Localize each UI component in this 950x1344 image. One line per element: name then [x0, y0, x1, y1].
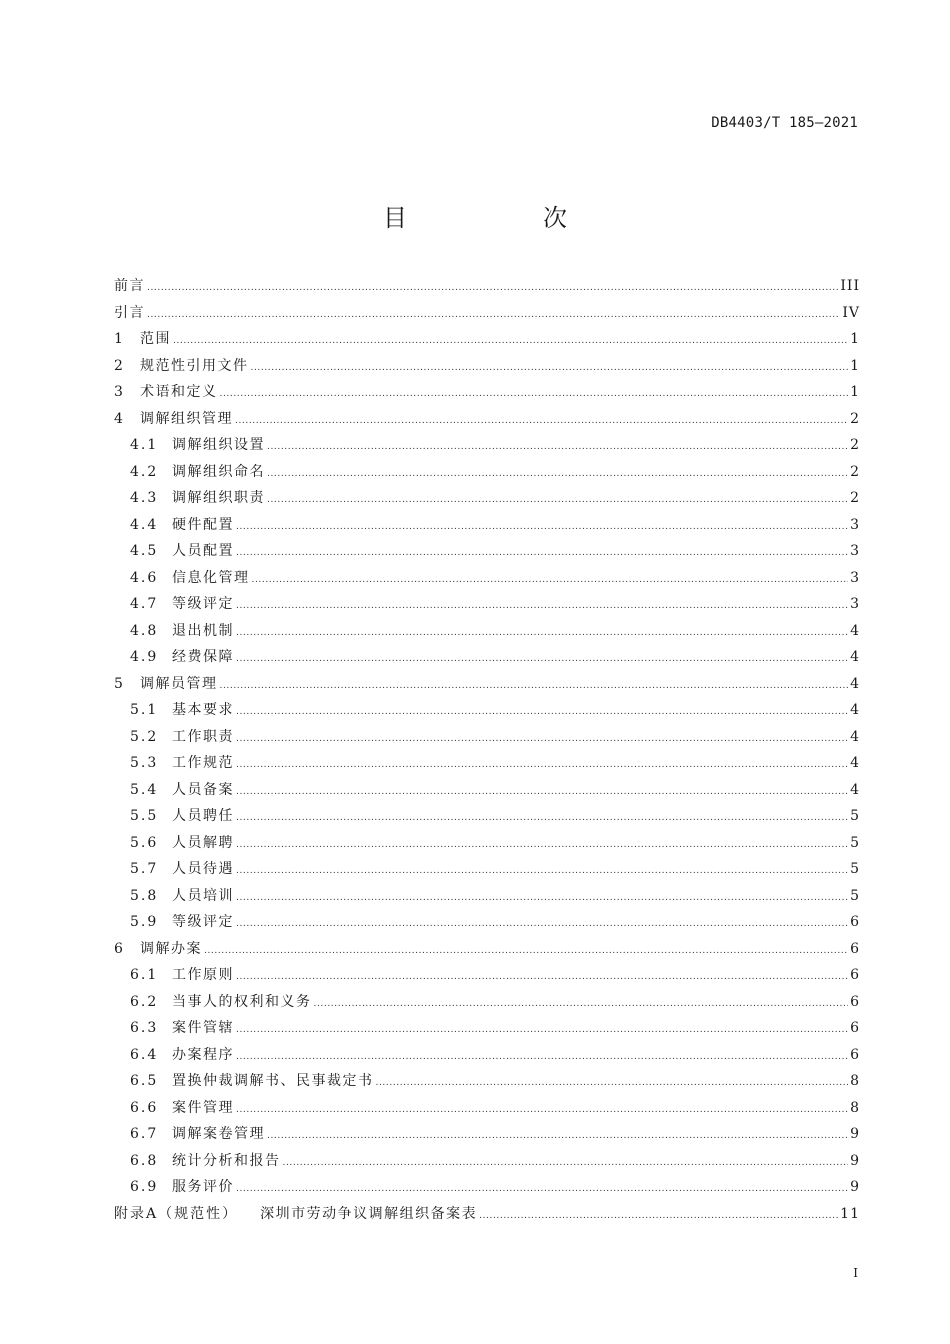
toc-entry[interactable]	[114, 858, 860, 885]
toc-leader-dots	[236, 893, 848, 903]
toc-entry[interactable]	[114, 514, 860, 541]
toc-leader-dots	[147, 310, 840, 320]
toc-entry-page: 1	[850, 357, 860, 374]
toc-leader-dots	[236, 972, 848, 982]
toc-leader-dots	[236, 548, 848, 558]
toc-leader-dots	[236, 840, 848, 850]
toc-entry-title: 调解组织设置	[172, 437, 265, 453]
toc-entry-page: 3	[850, 516, 860, 533]
toc-entry-page: 6	[850, 940, 860, 957]
toc-entry[interactable]	[114, 1123, 860, 1150]
toc-entry[interactable]	[114, 302, 860, 329]
toc-entry-title: 工作原则	[172, 967, 234, 983]
toc-entry-title: 规范性引用文件	[140, 357, 249, 374]
toc-entry-title: 服务评价	[172, 1179, 234, 1195]
toc-entry[interactable]	[114, 487, 860, 514]
toc-entry-page: 2	[850, 437, 860, 453]
toc-entry[interactable]	[114, 673, 860, 700]
toc-entry-page: 8	[850, 1073, 860, 1089]
toc-entry-number: 4.1	[130, 437, 159, 453]
toc-leader-dots	[236, 760, 848, 770]
toc-entry[interactable]	[114, 275, 860, 302]
toc-entry-title: 深圳市劳动争议调解组织备案表	[260, 1205, 478, 1222]
toc-entry-page: 4	[850, 728, 860, 745]
page-number: I	[853, 1266, 858, 1280]
toc-entry[interactable]	[114, 355, 860, 382]
toc-entry-page: 5	[850, 808, 860, 824]
toc-entry-page: 9	[850, 1152, 860, 1169]
toc-leader-dots	[267, 495, 848, 505]
toc-entry-title: 退出机制	[172, 622, 234, 639]
toc-entry-number: 1	[114, 331, 125, 347]
toc-entry[interactable]	[114, 805, 860, 832]
toc-entry-number: 5.4	[130, 781, 159, 798]
toc-entry[interactable]	[114, 1203, 860, 1230]
toc-entry-number: 5	[114, 675, 125, 692]
doc-code: DB4403/T 185—2021	[711, 115, 858, 131]
toc-leader-dots	[236, 734, 848, 744]
toc-entry[interactable]	[114, 1176, 860, 1203]
toc-entry-number: 6.4	[130, 1046, 159, 1063]
toc-entry-number: 5.2	[130, 728, 159, 745]
toc-entry-page: 9	[850, 1126, 860, 1142]
toc-entry-number: 6.2	[130, 993, 159, 1010]
toc-entry[interactable]	[114, 699, 860, 726]
toc-entry[interactable]	[114, 461, 860, 488]
toc-entry-title: 等级评定	[172, 596, 234, 612]
toc-entry-title: 调解组织管理	[140, 410, 233, 427]
toc-entry-number: 5.7	[130, 861, 159, 877]
toc-entry-title: 调解案卷管理	[172, 1126, 265, 1142]
toc-entry-page: 3	[850, 596, 860, 612]
toc-entry-number: 6.7	[130, 1126, 159, 1142]
toc-entry-page: 2	[850, 410, 860, 427]
toc-entry-number: 6.5	[130, 1073, 159, 1089]
toc-entry-number: 4.2	[130, 463, 159, 480]
toc-entry-page: 4	[850, 781, 860, 798]
toc-entry-title: 人员备案	[172, 781, 234, 798]
toc-entry-title: 人员培训	[172, 887, 234, 904]
toc-entry-page: 6	[850, 1046, 860, 1063]
toc-entry[interactable]	[114, 885, 860, 912]
toc-entry[interactable]	[114, 779, 860, 806]
toc-leader-dots	[236, 654, 848, 664]
table-of-contents	[114, 275, 860, 1229]
toc-entry-number: 4.6	[130, 569, 159, 586]
toc-entry[interactable]	[114, 620, 860, 647]
toc-entry-title: 人员解聘	[172, 834, 234, 851]
toc-entry-page: 4	[850, 675, 860, 692]
toc-entry-page: 9	[850, 1179, 860, 1195]
toc-entry-title: 调解组织职责	[172, 490, 265, 506]
toc-entry-number: 2	[114, 357, 125, 374]
toc-entry-page: 5	[850, 861, 860, 877]
toc-entry[interactable]	[114, 567, 860, 594]
toc-leader-dots	[267, 1131, 848, 1141]
toc-entry-page: 6	[850, 993, 860, 1010]
toc-entry-title: 置换仲裁调解书、民事裁定书	[172, 1073, 374, 1089]
toc-leader-dots	[236, 1105, 848, 1115]
toc-entry-title: 调解员管理	[140, 675, 218, 692]
toc-entry-title: 工作职责	[172, 728, 234, 745]
toc-entry-number: 4.8	[130, 622, 159, 639]
toc-entry[interactable]	[114, 911, 860, 938]
toc-leader-dots	[236, 813, 848, 823]
toc-entry[interactable]	[114, 991, 860, 1018]
toc-entry-number: 6	[114, 940, 125, 957]
toc-entry-page: 4	[850, 755, 860, 771]
toc-entry-page: 5	[850, 887, 860, 904]
toc-entry-title: 工作规范	[172, 755, 234, 771]
toc-entry[interactable]	[114, 964, 860, 991]
toc-entry-number: 5.8	[130, 887, 159, 904]
toc-entry-title: 信息化管理	[172, 569, 250, 586]
toc-entry-number: 6.3	[130, 1020, 159, 1036]
toc-entry-number: 4.5	[130, 543, 159, 559]
toc-entry-page: 11	[840, 1205, 860, 1222]
toc-entry-page: 2	[850, 463, 860, 480]
toc-entry-page: IV	[842, 304, 860, 321]
toc-entry-title: 案件管辖	[172, 1020, 234, 1036]
toc-leader-dots	[236, 1025, 848, 1035]
toc-leader-dots	[235, 416, 848, 426]
toc-entry-number: 5.9	[130, 914, 159, 930]
toc-entry-title: 术语和定义	[140, 384, 218, 400]
toc-entry-page: 6	[850, 914, 860, 930]
toc-leader-dots	[204, 946, 848, 956]
toc-leader-dots	[220, 681, 849, 691]
toc-leader-dots	[220, 389, 849, 399]
toc-leader-dots	[236, 919, 848, 929]
toc-entry-title: 经费保障	[172, 649, 234, 665]
toc-entry-title: 调解组织命名	[172, 463, 265, 480]
toc-entry-number: 4.3	[130, 490, 159, 506]
toc-entry-number: 6.1	[130, 967, 159, 983]
toc-entry-number: 4.4	[130, 516, 159, 533]
toc-entry-number: 5.6	[130, 834, 159, 851]
toc-entry-title: 调解办案	[140, 940, 202, 957]
toc-entry[interactable]	[114, 408, 860, 435]
toc-entry-page: 1	[850, 384, 860, 400]
toc-entry[interactable]	[114, 1150, 860, 1177]
toc-entry-title: 当事人的权利和义务	[172, 993, 312, 1010]
toc-entry-number: 5.5	[130, 808, 159, 824]
toc-entry[interactable]	[114, 540, 860, 567]
toc-entry[interactable]	[114, 593, 860, 620]
toc-entry[interactable]	[114, 752, 860, 779]
toc-entry-page: 1	[850, 331, 860, 347]
toc-entry-title: 案件管理	[172, 1099, 234, 1116]
toc-entry[interactable]	[114, 434, 860, 461]
toc-leader-dots	[236, 707, 848, 717]
toc-leader-dots	[236, 866, 848, 876]
toc-entry[interactable]	[114, 1070, 860, 1097]
toc-leader-dots	[236, 1052, 848, 1062]
toc-entry-number: 5.3	[130, 755, 159, 771]
toc-entry-number: 4.7	[130, 596, 159, 612]
toc-title: 目 次	[383, 204, 623, 232]
toc-entry-number: 6.9	[130, 1179, 159, 1195]
toc-entry-page: 2	[850, 490, 860, 506]
toc-entry-number: 5.1	[130, 702, 159, 718]
toc-leader-dots	[236, 601, 848, 611]
toc-leader-dots	[283, 1158, 849, 1168]
toc-entry[interactable]	[114, 1044, 860, 1071]
toc-entry[interactable]	[114, 938, 860, 965]
toc-entry-page: 6	[850, 1020, 860, 1036]
toc-leader-dots	[252, 575, 849, 585]
toc-entry-page: 3	[850, 543, 860, 559]
toc-entry[interactable]	[114, 1097, 860, 1124]
toc-leader-dots	[314, 999, 849, 1009]
toc-entry-title: 基本要求	[172, 702, 234, 718]
toc-entry-number: 6.8	[130, 1152, 159, 1169]
toc-entry-number: 附录A（规范性）	[114, 1205, 239, 1222]
toc-entry-number: 4	[114, 410, 125, 427]
toc-leader-dots	[267, 469, 848, 479]
toc-entry-title: 人员待遇	[172, 861, 234, 877]
toc-entry-title: 等级评定	[172, 914, 234, 930]
toc-entry-title: 硬件配置	[172, 516, 234, 533]
toc-leader-dots	[236, 787, 848, 797]
toc-entry[interactable]	[114, 832, 860, 859]
toc-entry[interactable]	[114, 726, 860, 753]
toc-entry-title: 前言	[114, 278, 145, 294]
toc-entry-page: 5	[850, 834, 860, 851]
toc-entry[interactable]	[114, 1017, 860, 1044]
toc-entry-title: 统计分析和报告	[172, 1152, 281, 1169]
toc-entry[interactable]	[114, 328, 860, 355]
toc-entry-title: 人员聘任	[172, 808, 234, 824]
toc-entry-title: 人员配置	[172, 543, 234, 559]
toc-leader-dots	[236, 628, 848, 638]
toc-leader-dots	[479, 1211, 838, 1221]
toc-entry-page: 3	[850, 569, 860, 586]
toc-leader-dots	[236, 1184, 848, 1194]
toc-entry[interactable]	[114, 381, 860, 408]
toc-entry-title: 办案程序	[172, 1046, 234, 1063]
toc-entry-page: 8	[850, 1099, 860, 1116]
toc-leader-dots	[147, 283, 838, 293]
toc-entry-title: 范围	[140, 331, 171, 347]
toc-entry[interactable]	[114, 646, 860, 673]
toc-leader-dots	[236, 522, 848, 532]
toc-entry-page: 6	[850, 967, 860, 983]
toc-entry-number: 3	[114, 384, 125, 400]
toc-leader-dots	[251, 363, 849, 373]
toc-entry-number: 4.9	[130, 649, 159, 665]
toc-entry-page: III	[840, 278, 860, 294]
toc-leader-dots	[267, 442, 848, 452]
toc-entry-page: 4	[850, 702, 860, 718]
toc-leader-dots	[376, 1078, 849, 1088]
toc-entry-title: 引言	[114, 304, 145, 321]
toc-entry-number: 6.6	[130, 1099, 159, 1116]
toc-entry-page: 4	[850, 649, 860, 665]
toc-leader-dots	[173, 336, 848, 346]
toc-entry-page: 4	[850, 622, 860, 639]
